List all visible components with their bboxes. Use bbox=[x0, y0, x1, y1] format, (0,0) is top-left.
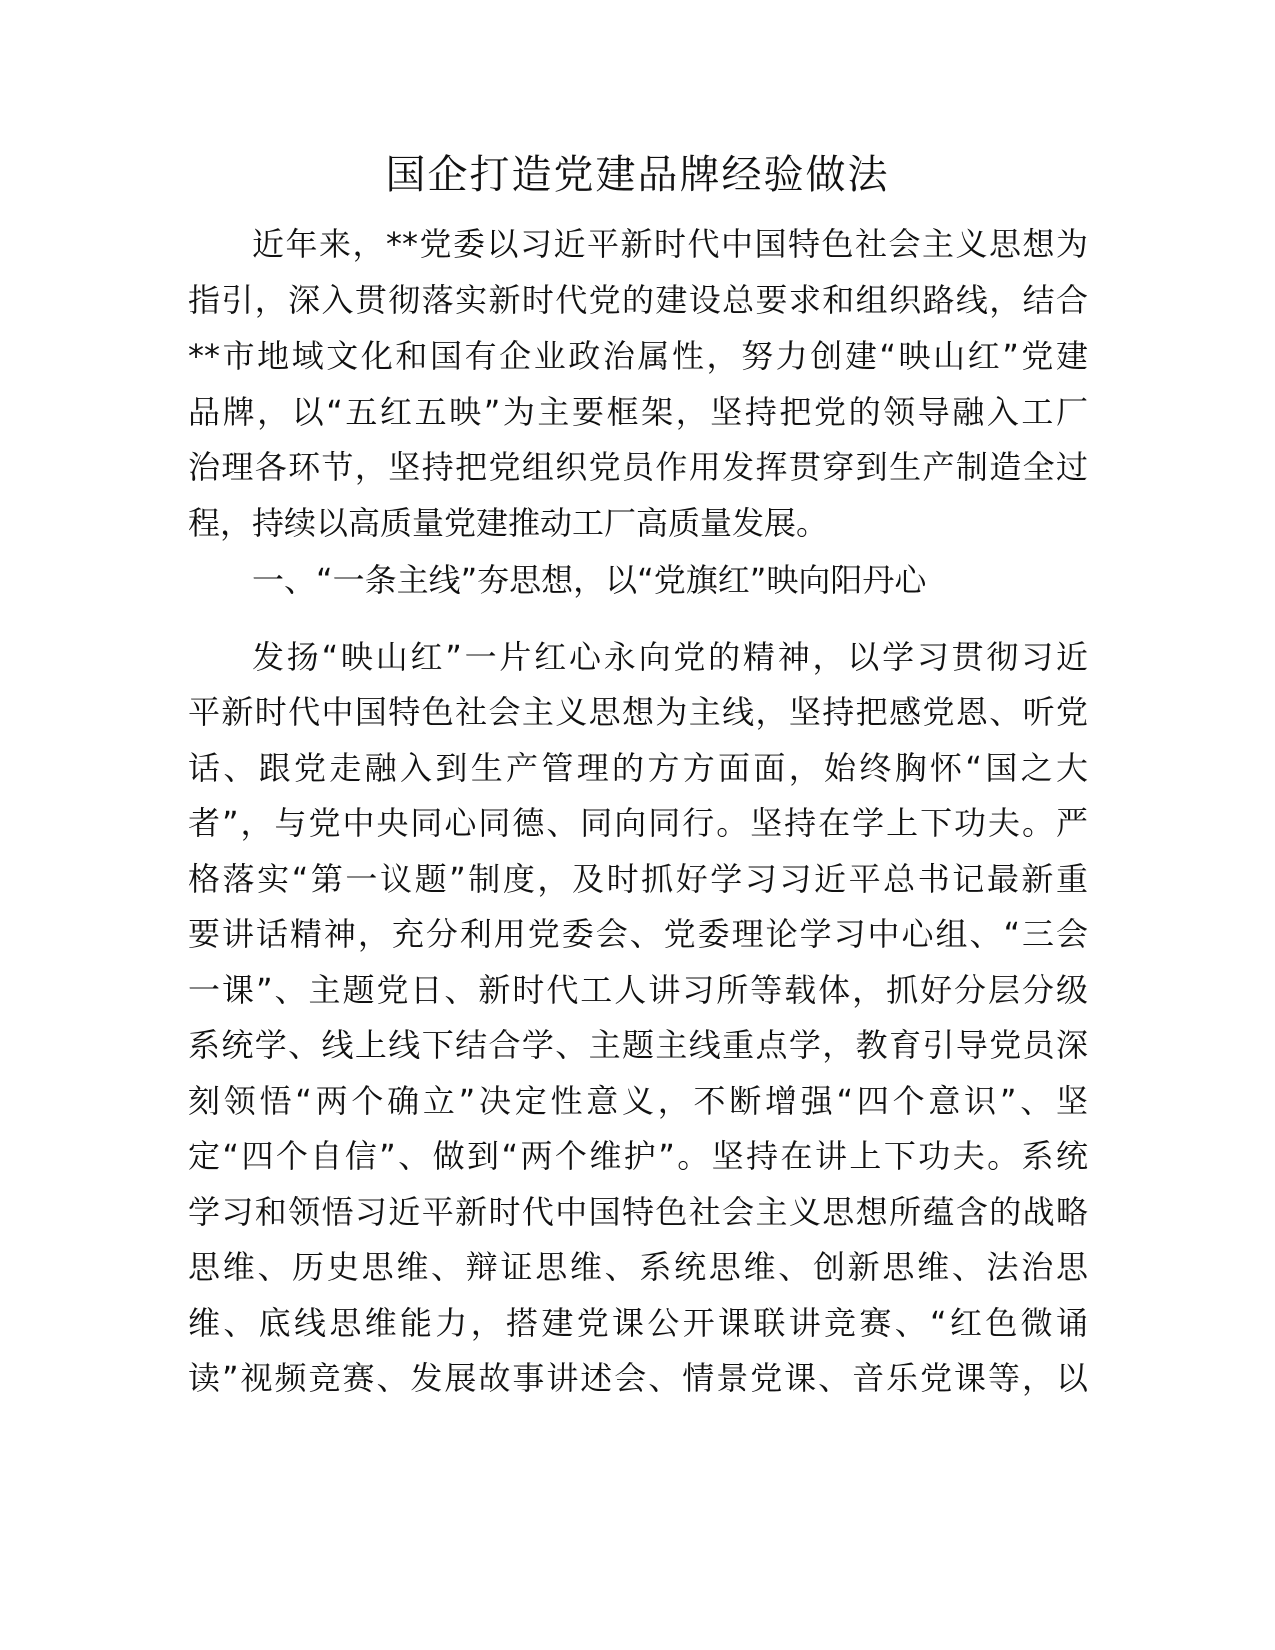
paragraph-line: 思维、历史思维、辩证思维、系统思维、创新思维、法治思 bbox=[188, 1248, 1088, 1286]
intro-line: 程，持续以高质量党建推动工厂高质量发展。 bbox=[188, 504, 829, 542]
intro-line: 近年来，**党委以习近平新时代中国特色社会主义思想为 bbox=[252, 225, 1088, 263]
paragraph-line: 发扬“映山红”一片红心永向党的精神，以学习贯彻习近 bbox=[252, 638, 1088, 676]
paragraph-line: 系统学、线上线下结合学、主题主线重点学，教育引导党员深 bbox=[188, 1026, 1088, 1064]
paragraph-line: 刻领悟“两个确立”决定性意义，不断增强“四个意识”、坚 bbox=[188, 1082, 1088, 1120]
paragraph-line: 平新时代中国特色社会主义思想为主线，坚持把感党恩、听党 bbox=[188, 693, 1088, 731]
paragraph-line: 读”视频竞赛、发展故事讲述会、情景党课、音乐党课等，以 bbox=[188, 1359, 1088, 1397]
intro-line: 治理各环节，坚持把党组织党员作用发挥贯穿到生产制造全过 bbox=[188, 448, 1088, 486]
paragraph-line: 定“四个自信”、做到“两个维护”。坚持在讲上下功夫。系统 bbox=[188, 1137, 1088, 1175]
paragraph-line: 维、底线思维能力，搭建党课公开课联讲竞赛、“红色微诵 bbox=[188, 1304, 1088, 1342]
intro-line: 指引，深入贯彻落实新时代党的建设总要求和组织路线，结合 bbox=[188, 281, 1088, 319]
intro-line: 品牌，以“五红五映”为主要框架，坚持把党的领导融入工厂 bbox=[188, 393, 1088, 431]
paragraph-line: 学习和领悟习近平新时代中国特色社会主义思想所蕴含的战略 bbox=[188, 1193, 1088, 1231]
paragraph-line: 话、跟党走融入到生产管理的方方面面，始终胸怀“国之大 bbox=[188, 749, 1088, 787]
paragraph-line: 一课”、主题党日、新时代工人讲习所等载体，抓好分层分级 bbox=[188, 971, 1088, 1009]
section-heading: 一、“一条主线”夯思想，以“党旗红”映向阳丹心 bbox=[252, 561, 927, 599]
paragraph-line: 要讲话精神，充分利用党委会、党委理论学习中心组、“三会 bbox=[188, 915, 1088, 953]
document-title: 国企打造党建品牌经验做法 bbox=[385, 152, 890, 198]
paragraph-line: 格落实“第一议题”制度，及时抓好学习习近平总书记最新重 bbox=[188, 860, 1088, 898]
paragraph-line: 者”，与党中央同心同德、同向同行。坚持在学上下功夫。严 bbox=[188, 804, 1088, 842]
intro-line: **市地域文化和国有企业政治属性，努力创建“映山红”党建 bbox=[188, 337, 1088, 375]
